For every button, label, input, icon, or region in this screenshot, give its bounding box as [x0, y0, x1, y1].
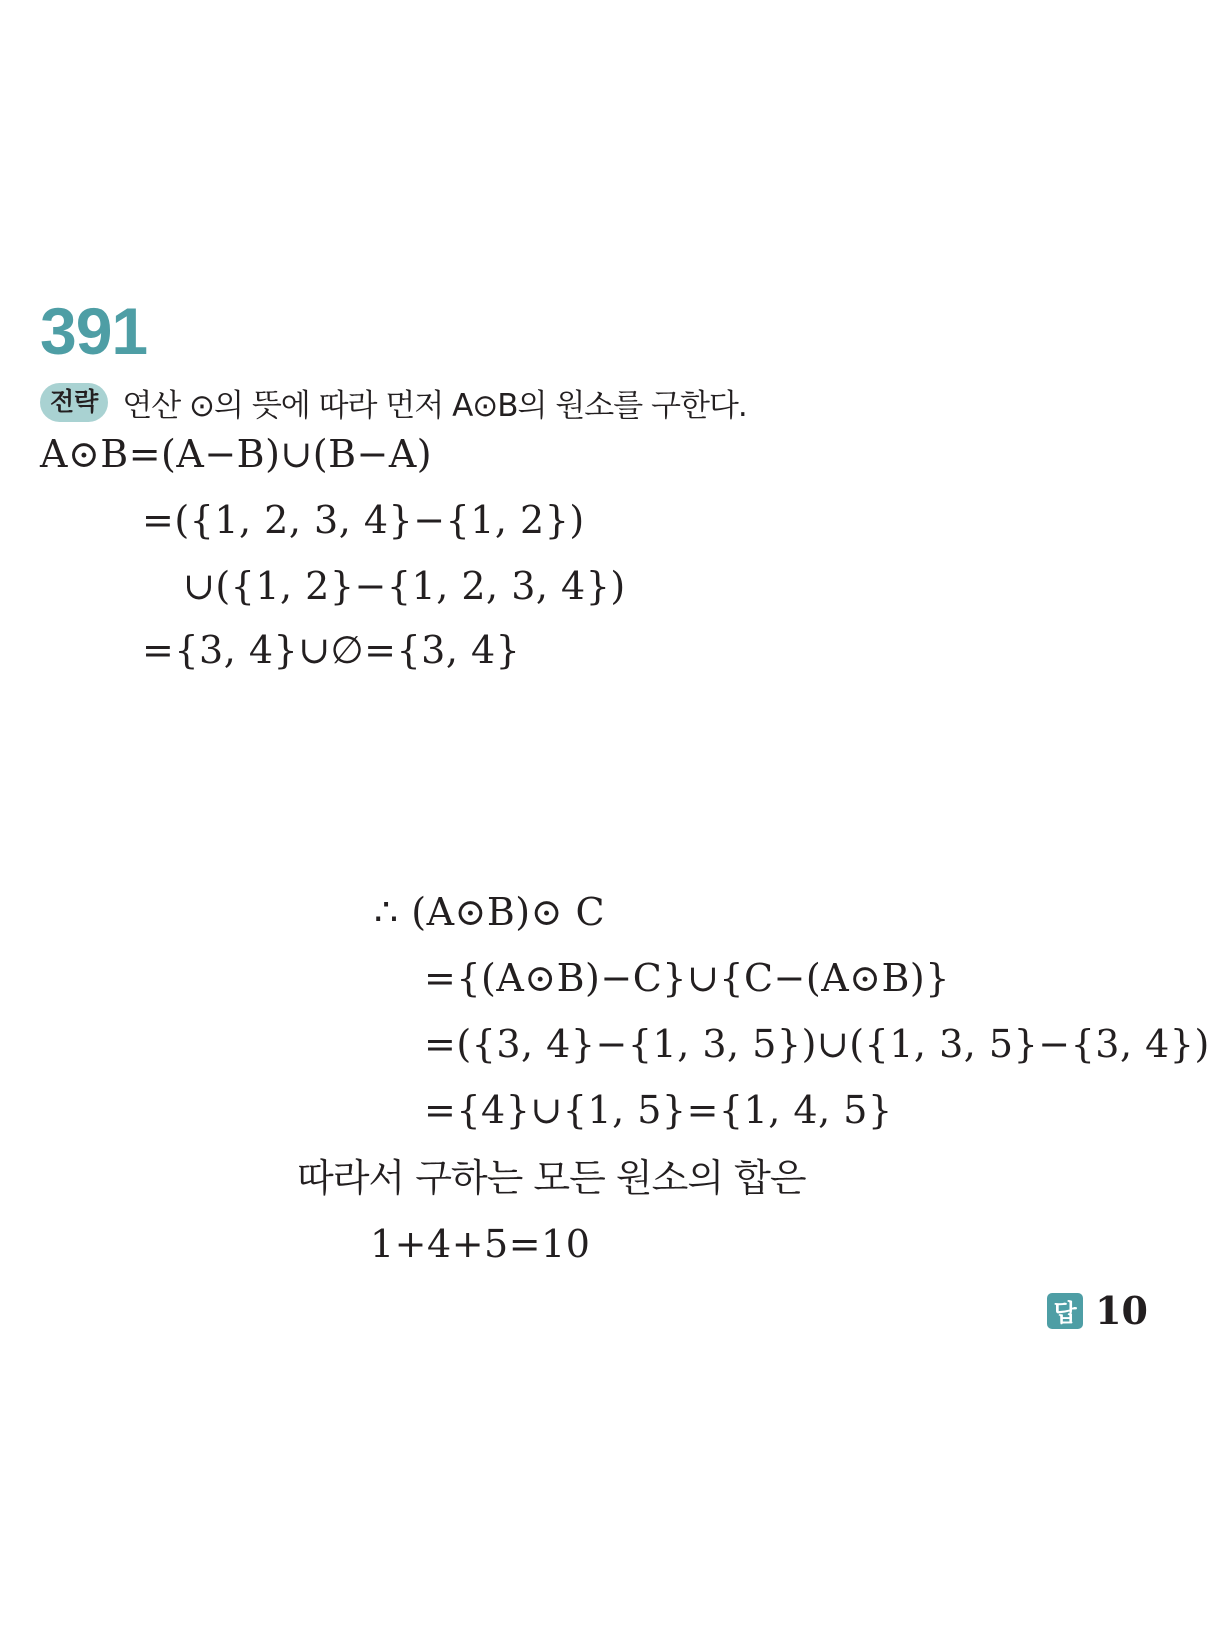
solution-line-3: ∪({1, 2}−{1, 2, 3, 4})	[183, 564, 626, 608]
solution-line-7: =({3, 4}−{1, 3, 5})∪({1, 3, 5}−{3, 4})	[424, 1022, 1210, 1066]
answer-box	[1047, 1288, 1148, 1333]
solution-line-1: A⊙B=(A−B)∪(B−A)	[40, 432, 433, 476]
strategy-badge: 전략	[40, 383, 108, 422]
solution-line-5: ∴ (A⊙B)⊙ C	[374, 890, 606, 934]
solution-line-4: ={3, 4}∪∅={3, 4}	[142, 628, 521, 672]
conclusion-text: 따라서 구하는 모든 원소의 합은	[297, 1156, 806, 1200]
solution-line-6: ={(A⊙B)−C}∪{C−(A⊙B)}	[424, 956, 950, 1000]
strategy-text: 연산 ⊙의 뜻에 따라 먼저 A⊙B의 원소를 구한다.	[122, 387, 747, 424]
problem-number: 391	[40, 294, 148, 368]
answer-value: 10	[1095, 1288, 1148, 1333]
solution-line-2: =({1, 2, 3, 4}−{1, 2})	[142, 498, 585, 542]
answer-badge: 답	[1047, 1293, 1083, 1329]
final-equation: 1+4+5=10	[370, 1222, 591, 1266]
strategy-row	[40, 380, 747, 424]
solution-line-8: ={4}∪{1, 5}={1, 4, 5}	[424, 1088, 893, 1132]
